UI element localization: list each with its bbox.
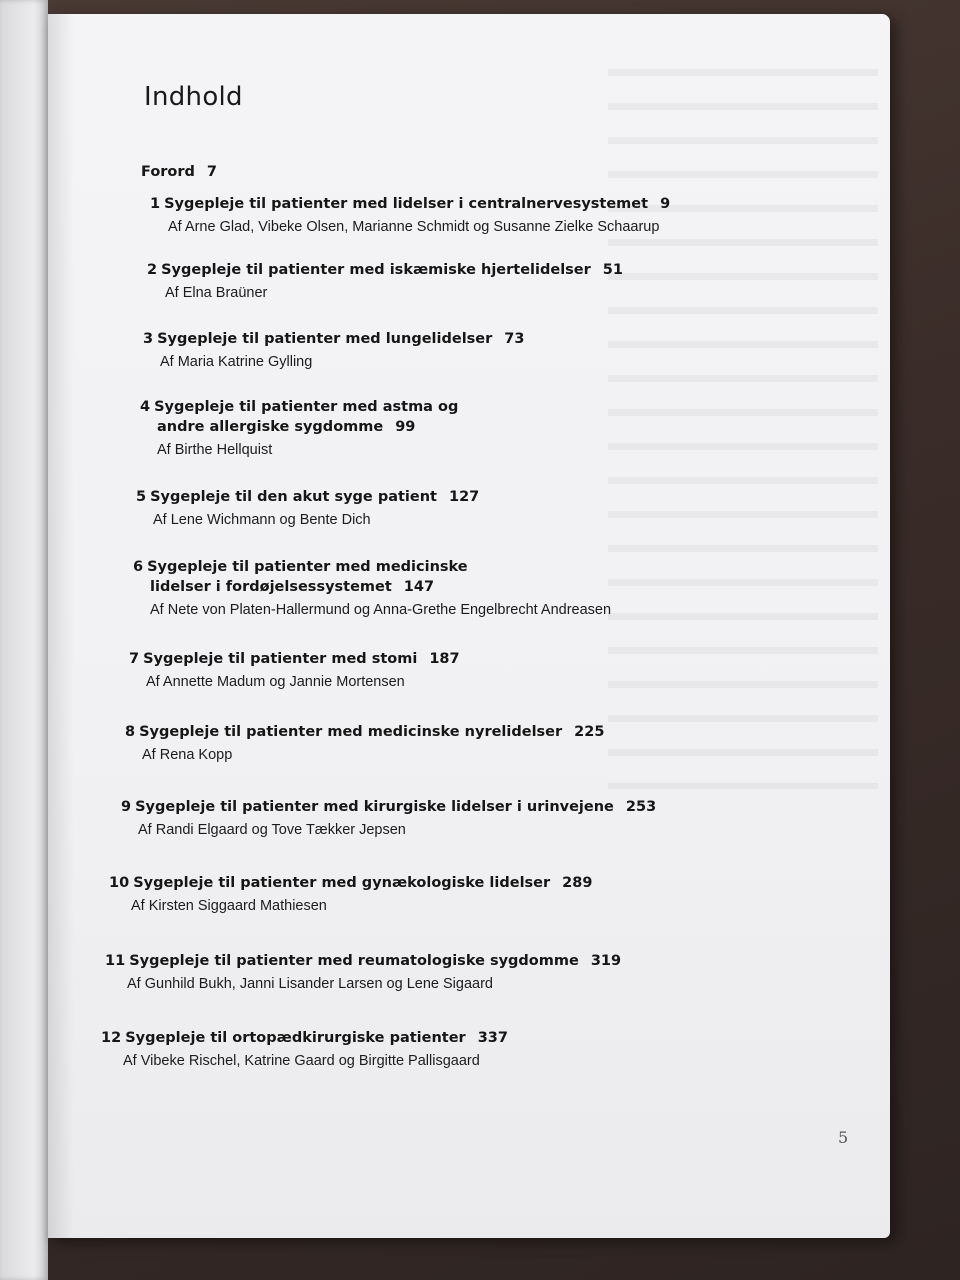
toc-entry bbox=[101, 1028, 508, 1069]
toc-entry-authors: Af Vibeke Rischel, Katrine Gaard og Birgitte Pallisgaard bbox=[123, 1053, 480, 1069]
foreword-page: 7 bbox=[206, 164, 218, 180]
toc-entry bbox=[109, 873, 592, 914]
toc-entry-title bbox=[109, 873, 592, 893]
toc-entry-title-text: lidelser i fordøjelsessystemet bbox=[150, 579, 392, 595]
toc-entry-authors: Af Elna Braüner bbox=[165, 285, 268, 301]
toc-entry-title bbox=[147, 260, 623, 280]
toc-entry-title-text: Sygepleje til den akut syge patient bbox=[150, 489, 437, 505]
toc-entry-page: 319 bbox=[590, 953, 622, 969]
bleed-through-text bbox=[608, 69, 878, 789]
toc-entry-title bbox=[125, 722, 604, 742]
toc-entry-page: 73 bbox=[504, 331, 525, 347]
toc-entry-authors: Af Lene Wichmann og Bente Dich bbox=[153, 512, 371, 528]
toc-entry-number: 3 bbox=[143, 331, 154, 347]
toc-entry-title bbox=[136, 487, 479, 507]
toc-entry-number: 10 bbox=[109, 875, 130, 891]
toc-entry-page: 99 bbox=[395, 419, 416, 435]
toc-entry bbox=[136, 487, 479, 528]
toc-entry-title bbox=[133, 577, 611, 597]
toc-entry-number: 11 bbox=[105, 953, 126, 969]
toc-entry-page: 51 bbox=[602, 262, 623, 278]
toc-entry-title-text: Sygepleje til patienter med lungelidelser bbox=[157, 331, 493, 347]
toc-entry bbox=[150, 194, 670, 235]
toc-entry-authors: Af Nete von Platen-Hallermund og Anna-Grethe Engelbrecht Andreasen bbox=[150, 602, 612, 618]
toc-entry-title-text: andre allergiske sygdomme bbox=[157, 419, 384, 435]
toc-entry-title-text: Sygepleje til patienter med iskæmiske hjertelidelser bbox=[161, 262, 591, 278]
toc-entry-title-text: Sygepleje til patienter med medicinske nyrelidelser bbox=[139, 724, 563, 740]
toc-entry-number: 5 bbox=[136, 489, 147, 505]
toc-entry bbox=[143, 329, 524, 370]
toc-entry-title-text: Sygepleje til patienter med lidelser i centralnervesystemet bbox=[164, 196, 649, 212]
toc-entry-authors: Af Annette Madum og Jannie Mortensen bbox=[146, 674, 405, 690]
toc-entry-authors: Af Randi Elgaard og Tove Tækker Jepsen bbox=[138, 822, 406, 838]
toc-entry-page: 147 bbox=[403, 579, 435, 595]
toc-entry-number: 1 bbox=[150, 196, 161, 212]
toc-entry-title-text: Sygepleje til patienter med stomi bbox=[143, 651, 418, 667]
toc-entry-title bbox=[150, 194, 670, 214]
toc-entry-title-text: Sygepleje til patienter med medicinske bbox=[147, 559, 468, 575]
toc-entry-number: 7 bbox=[129, 651, 140, 667]
toc-entry-number: 2 bbox=[147, 262, 158, 278]
toc-entry-authors: Af Maria Katrine Gylling bbox=[160, 354, 313, 370]
toc-entry-page: 225 bbox=[574, 724, 605, 740]
toc-entry bbox=[105, 951, 621, 992]
toc-entry-page: 187 bbox=[429, 651, 460, 667]
toc-entry-authors: Af Arne Glad, Vibeke Olsen, Marianne Schmidt og Susanne Zielke Schaarup bbox=[168, 219, 660, 235]
book-page bbox=[48, 14, 890, 1238]
toc-entry-page: 9 bbox=[660, 196, 671, 212]
toc-entry-title bbox=[121, 797, 656, 817]
toc-entry-number: 8 bbox=[125, 724, 136, 740]
toc-entry-page: 253 bbox=[625, 799, 657, 815]
page-number: 5 bbox=[838, 1128, 849, 1147]
toc-entry-title bbox=[143, 329, 524, 349]
toc-entry-authors: Af Rena Kopp bbox=[142, 747, 233, 763]
toc-entry-page: 127 bbox=[448, 489, 480, 505]
foreword-label: Forord bbox=[141, 164, 195, 180]
toc-entry-title-text: Sygepleje til ortopædkirurgiske patienter bbox=[125, 1030, 466, 1046]
toc-entry bbox=[140, 397, 458, 458]
toc-entry-title bbox=[140, 397, 458, 417]
page-title: Indhold bbox=[144, 82, 243, 112]
toc-entry-authors: Af Kirsten Siggaard Mathiesen bbox=[131, 898, 327, 914]
toc-entry-title bbox=[105, 951, 621, 971]
facing-page-edge bbox=[0, 0, 48, 1280]
toc-entry-authors: Af Gunhild Bukh, Janni Lisander Larsen og Lene Sigaard bbox=[127, 976, 493, 992]
toc-entry-title-text: Sygepleje til patienter med kirurgiske lidelser i urinvejene bbox=[135, 799, 614, 815]
toc-foreword bbox=[141, 164, 217, 180]
toc-entry-title-text: Sygepleje til patienter med reumatologiske sygdomme bbox=[129, 953, 579, 969]
toc-entry-page: 337 bbox=[477, 1030, 508, 1046]
toc-entry-number: 12 bbox=[101, 1030, 122, 1046]
toc-entry-title-text: Sygepleje til patienter med gynækologiske lidelser bbox=[133, 875, 551, 891]
toc-entry-title bbox=[101, 1028, 508, 1048]
toc-entry-number: 4 bbox=[140, 399, 151, 415]
toc-entry-number: 6 bbox=[133, 559, 144, 575]
toc-entry-title-text: Sygepleje til patienter med astma og bbox=[154, 399, 459, 415]
toc-entry-title bbox=[140, 417, 458, 437]
toc-entry bbox=[121, 797, 656, 838]
toc-entry-number: 9 bbox=[121, 799, 132, 815]
toc-entry-title bbox=[129, 649, 460, 669]
toc-entry-authors: Af Birthe Hellquist bbox=[157, 442, 273, 458]
toc-entry bbox=[129, 649, 460, 690]
toc-entry-title bbox=[133, 557, 611, 577]
toc-entry bbox=[147, 260, 623, 301]
toc-entry bbox=[133, 557, 611, 618]
toc-entry bbox=[125, 722, 604, 763]
toc-entry-page: 289 bbox=[562, 875, 593, 891]
